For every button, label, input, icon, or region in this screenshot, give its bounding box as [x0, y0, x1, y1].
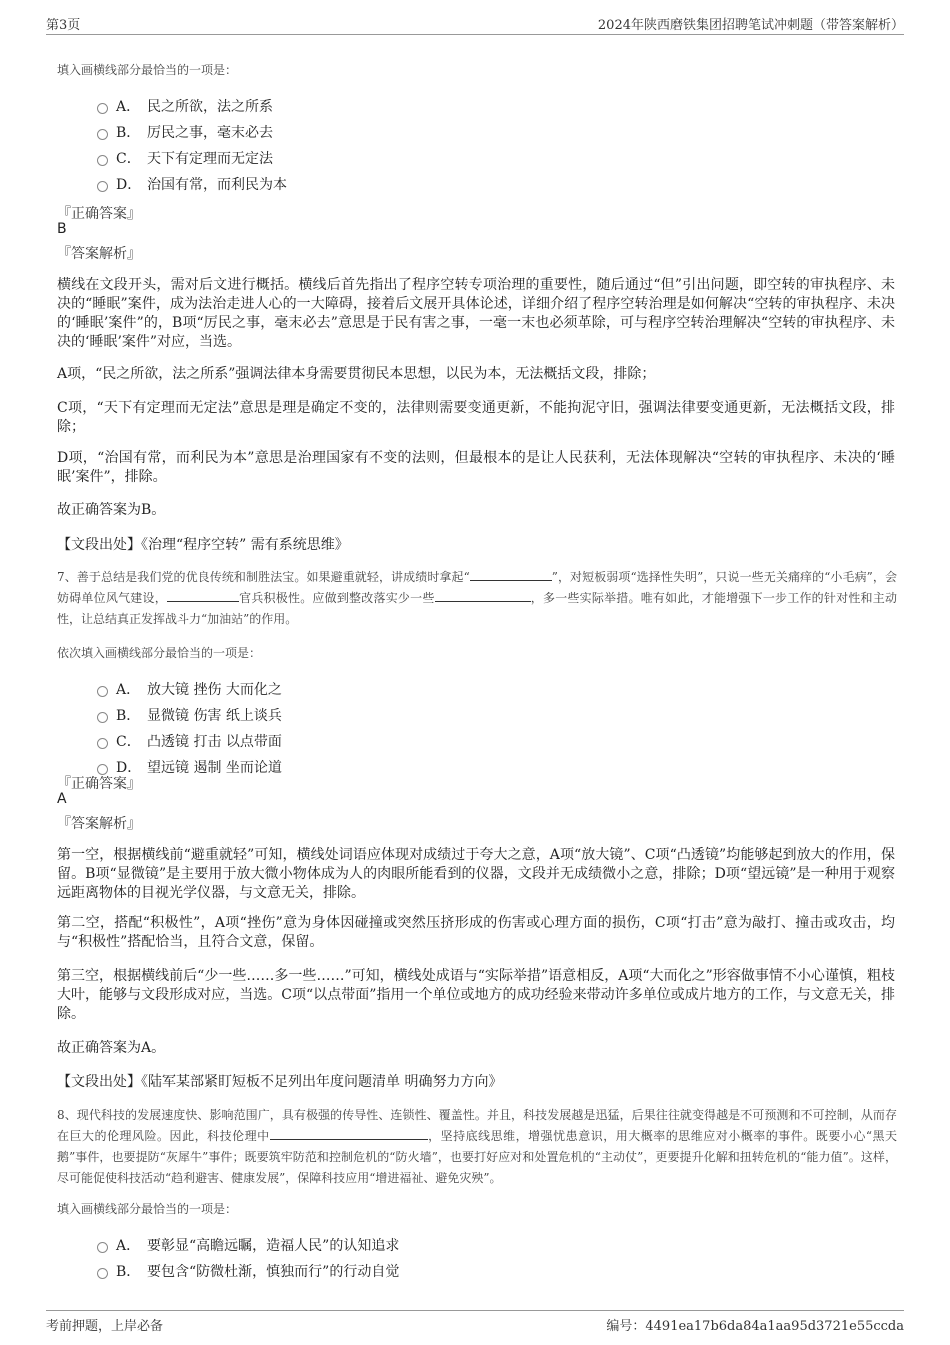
- option-letter: A．: [116, 682, 141, 698]
- option-letter: D．: [116, 177, 142, 193]
- option-text: 凸透镜 打击 以点带面: [147, 734, 282, 750]
- q6-option-a[interactable]: [97, 95, 273, 117]
- document-code: 编号：4491ea17b6da84a1aa95d3721e55ccda: [606, 1319, 904, 1334]
- q6-conclusion: 故正确答案为B。: [57, 502, 166, 518]
- q6-option-c[interactable]: [97, 147, 273, 169]
- radio-icon[interactable]: [97, 712, 108, 723]
- q6-source: 【文段出处】《治理“程序空转” 需有系统思维》: [57, 537, 349, 553]
- radio-icon[interactable]: [97, 1242, 108, 1253]
- option-text: 要包含“防微杜渐，慎独而行”的行动自觉: [147, 1264, 400, 1280]
- q6-analysis-a: A项，“民之所欲，法之所系”强调法律本身需要贯彻民本思想，以民为本，无法概括文段，排除；: [57, 366, 656, 382]
- q7-analysis-1: 第一空，根据横线前“避重就轻”可知，横线处词语应体现对成绩过于夸大之意，A项“放大镜”、C项“凸透镜”均能够起到放大的作用，保留。B项“显微镜”是主要用于放大微小物体成为人的肉眼所能看到的仪器，文段并无成绩微小之意，排除；D项“望远镜”是一种用于观察远距离物体的目视光学仪器，与文意无关，排除。: [57, 847, 895, 901]
- q7-analysis-label: 『答案解析』: [57, 816, 141, 832]
- q7-analysis-3: 第三空，根据横线前后“少一些……多一些……”可知，横线处成语与“实际举措”语意相反，A项“大而化之”形容做事情不小心谨慎，粗枝大叶，能够与文段形成对应，当选。C项“以点带面”指用一个单位或地方的成功经验来带动许多单位或成片地方的工作，与文意无关，排除。: [57, 968, 895, 1022]
- footer-slogan: 考前押题，上岸必备: [46, 1319, 164, 1334]
- q6-analysis-d: D项，“治国有常，而利民为本”意思是治理国家有不变的法则，但最根本的是让人民获利，无法体现解决“空转的审执程序、未决的‘睡眠’案件”，排除。: [57, 450, 895, 485]
- option-letter: D．: [116, 760, 142, 776]
- option-text: 治国有常，而利民为本: [147, 177, 287, 193]
- option-text: 放大镜 挫伤 大而化之: [147, 682, 282, 698]
- radio-icon[interactable]: [97, 1268, 108, 1279]
- radio-icon[interactable]: [97, 155, 108, 166]
- q8-blank: [270, 1127, 428, 1140]
- q6-analysis-main: 横线在文段开头，需对后文进行概括。横线后首先指出了程序空转专项治理的重要性，随后通过“但”引出问题，即空转的审执程序、未决的“睡眠”案件，成为法治走进人心的一大障碍，接着后文展开具体论述，详细介绍了程序空转治理是如何解决“空转的审执程序、未决的‘睡眠’案件”的，B项“厉民之事，毫末必去”意思是于民有害之事，一毫一末也必须革除，可与程序空转治理解决“空转的审执程序、未决的‘睡眠’案件”对应，当选。: [57, 277, 895, 350]
- option-letter: A．: [116, 99, 141, 115]
- q6-answer: B: [57, 221, 67, 237]
- q7-stem: 7、善于总结是我们党的优良传统和制胜法宝。如果避重就轻，讲成绩时拿起“ ”，对短板弱项“选择性失明”，只说一些无关痛痒的“小毛病”，会妨碍单位风气建设， 官兵积极性。应做到整改落实少一些 ，多一些实际举措。唯有如此，才能增强下一步工作的针对性和主动性，让总结真正发挥战斗力“加油站”的作用。: [57, 570, 897, 626]
- option-text: 要彰显“高瞻远瞩，造福人民”的认知追求: [147, 1238, 400, 1254]
- radio-icon[interactable]: [97, 103, 108, 114]
- option-letter: A．: [116, 1238, 141, 1254]
- option-letter: C．: [116, 734, 141, 750]
- option-text: 民之所欲，法之所系: [147, 99, 273, 115]
- option-letter: B．: [116, 125, 141, 141]
- q6-analysis-label: 『答案解析』: [57, 246, 141, 262]
- option-letter: B．: [116, 1264, 141, 1280]
- option-text: 显微镜 伤害 纸上谈兵: [147, 708, 282, 724]
- q7-option-b[interactable]: [97, 704, 282, 726]
- q8-prompt: 填入画横线部分最恰当的一项是：: [57, 1202, 238, 1216]
- option-text: 望远镜 遏制 坐而论道: [147, 760, 282, 776]
- q7-conclusion: 故正确答案为A。: [57, 1040, 166, 1056]
- option-letter: B．: [116, 708, 141, 724]
- q6-option-b[interactable]: [97, 121, 273, 143]
- q6-option-d[interactable]: [97, 173, 287, 195]
- radio-icon[interactable]: [97, 181, 108, 192]
- radio-icon[interactable]: [97, 686, 108, 697]
- q7-source: 【文段出处】《陆军某部紧盯短板不足列出年度问题清单 明确努力方向》: [57, 1074, 503, 1090]
- q6-answer-label: 『正确答案』: [57, 206, 141, 222]
- option-text: 厉民之事，毫末必去: [147, 125, 273, 141]
- radio-icon[interactable]: [97, 738, 108, 749]
- q7-option-c[interactable]: [97, 730, 282, 752]
- q7-prompt: 依次填入画横线部分最恰当的一项是：: [57, 646, 262, 660]
- page-header: [46, 12, 904, 35]
- option-letter: C．: [116, 151, 141, 167]
- radio-icon[interactable]: [97, 129, 108, 140]
- q7-option-a[interactable]: [97, 678, 282, 700]
- q8-stem: 8、现代科技的发展速度快、影响范围广，具有极强的传导性、连锁性、覆盖性。并且，科技发展越是迅猛，后果往往就变得越是不可预测和不可控制，从而存在巨大的伦理风险。因此，科技伦理中 ，坚持底线思维，增强忧患意识，用大概率的思维应对小概率的事件。既要小心“黑天鹅”事件，也要提防“灰犀牛”事件；既要筑牢防范和控制危机的“防火墙”，也要打好应对和处置危机的“主动仗”，更要提升化解和扭转危机的“能力值”。这样，尽可能促使科技活动“趋利避害、健康发展”，保障科技应用“增进福祉、避免灾殃”。: [57, 1108, 897, 1185]
- q7-blank-2: [167, 589, 239, 602]
- document-title: 2024年陕西磨铁集团招聘笔试冲刺题（带答案解析）: [597, 18, 904, 33]
- q8-option-a[interactable]: [97, 1234, 399, 1256]
- q7-answer-label: 『正确答案』: [57, 776, 141, 792]
- page-footer: [46, 1310, 904, 1335]
- q6-analysis-c: C项，“天下有定理而无定法”意思是理是确定不变的，法律则需要变通更新，不能拘泥守旧，强调法律要变通更新，无法概括文段，排除；: [57, 400, 895, 435]
- q7-blank-1: [470, 568, 552, 581]
- option-text: 天下有定理而无定法: [147, 151, 273, 167]
- page-number: 第3页: [46, 18, 81, 33]
- q7-answer: A: [57, 791, 67, 807]
- q7-analysis-2: 第二空，搭配“积极性”，A项“挫伤”意为身体因碰撞或突然压挤形成的伤害或心理方面的损伤，C项“打击”意为敲打、撞击或攻击，均与“积极性”搭配恰当，且符合文意，保留。: [57, 915, 895, 950]
- q7-blank-3: [435, 589, 531, 602]
- q8-option-b[interactable]: [97, 1260, 399, 1282]
- q6-prompt: 填入画横线部分最恰当的一项是：: [57, 63, 238, 77]
